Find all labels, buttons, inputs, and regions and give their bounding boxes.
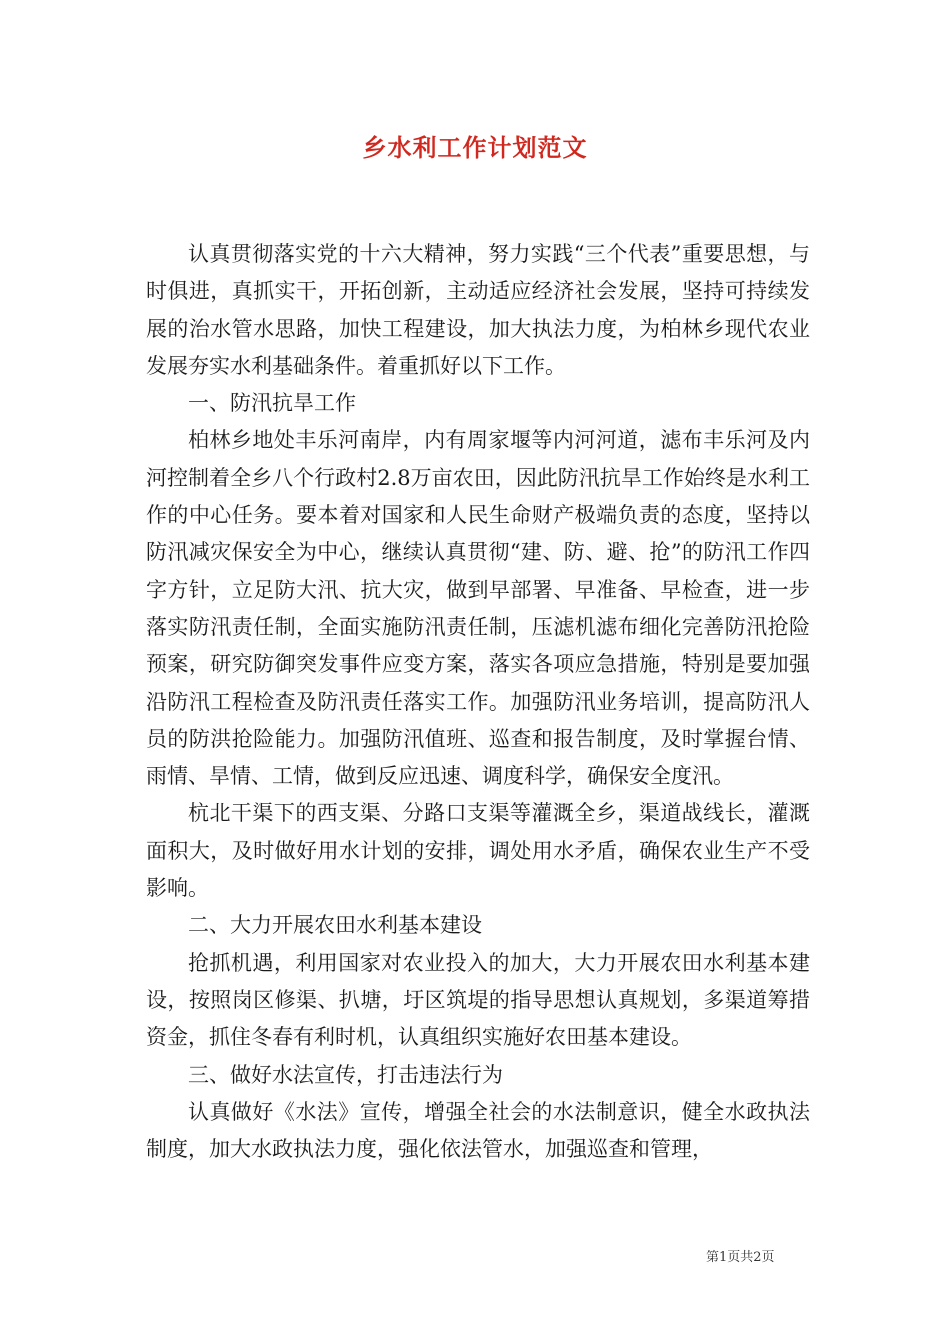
section-heading-flood-control: 一、防汛抗旱工作 (188, 391, 356, 416)
water-law-paragraph: 认真做好《水法》宣传，增强全社会的水法制意识，健全水政执法制度，加大水政执法力度，强化依法管水，加强巡查和管理， (146, 1099, 810, 1162)
farmland-construction-paragraph: 抢抓机遇，利用国家对农业投入的加大，大力开展农田水利基本建设，按照岗区修渠、扒塘，圩区筑堤的指导思想认真规划，多渠道筹措资金，抓住冬春有利时机，认真组织实施好农田基本建设。 (146, 950, 810, 1050)
irrigation-paragraph: 杭北干渠下的西支渠、分路口支渠等灌溉全乡，渠道战线长，灌溉面积大，及时做好用水计划的安排，调处用水矛盾，确保农业生产不受影响。 (146, 801, 810, 901)
section-heading-water-law: 三、做好水法宣传，打击违法行为 (188, 1062, 503, 1087)
page-number-footer: 第1页共2页 (706, 1250, 775, 1265)
section-heading-farmland-construction: 二、大力开展农田水利基本建设 (188, 913, 482, 938)
document-title: 乡水利工作计划范文 (362, 133, 588, 162)
flood-control-paragraph: 柏林乡地处丰乐河南岸，内有周家堰等内河河道，滤布丰乐河及内河控制着全乡八个行政村2.8万亩农田，因此防汛抗旱工作始终是水利工作的中心任务。要本着对国家和人民生命财产极端负责的态度，坚持以防汛减灾保安全为中心，继续认真贯彻“建、防、避、抢”的防汛工作四字方针，立足防大汛、抗大灾，做到早部署、早准备、早检查，进一步落实防汛责任制，全面实施防汛责任制，压滤机滤布细化完善防汛抢险预案，研究防御突发事件应变方案，落实各项应急措施，特别是要加强沿防汛工程检查及防汛责任落实工作。加强防汛业务培训，提高防汛人员的防洪抢险能力。加强防汛值班、巡查和报告制度，及时掌握台情、雨情、旱情、工情，做到反应迅速、调度科学，确保安全度汛。 (146, 428, 810, 789)
intro-paragraph: 认真贯彻落实党的十六大精神，努力实践“三个代表”重要思想，与时俱进，真抓实干，开拓创新，主动适应经济社会发展，坚持可持续发展的治水管水思路，加快工程建设，加大执法力度，为柏林乡现代农业发展夯实水利基础条件。着重抓好以下工作。 (146, 242, 810, 378)
document-body (146, 236, 810, 1168)
